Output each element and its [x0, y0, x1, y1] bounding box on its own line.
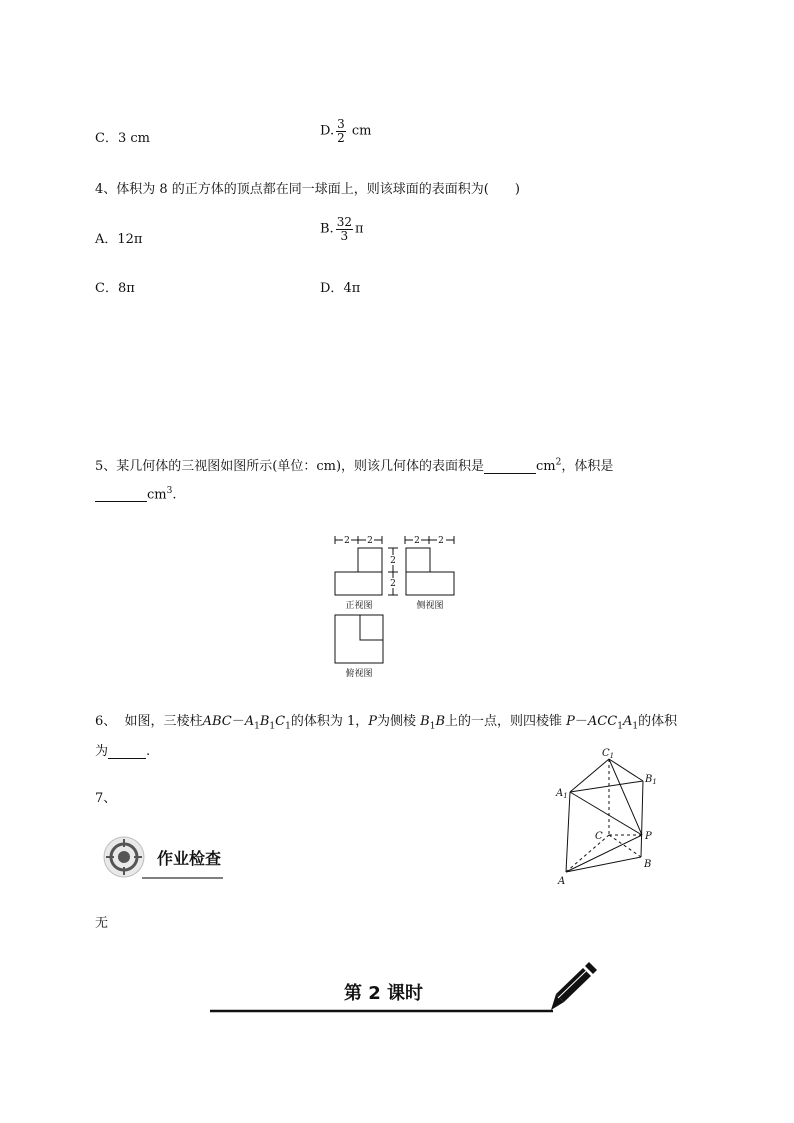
- caption-top-view: 俯视图: [345, 669, 373, 679]
- vertex-label-c1: $C_1$: [602, 748, 615, 760]
- pencil-icon: [551, 962, 597, 1010]
- q4-option-c: C．8π: [95, 281, 135, 296]
- answer-blank: [108, 758, 146, 759]
- caption-side-view: 侧视图: [416, 601, 444, 611]
- fraction: $\frac{32}{3}$: [336, 215, 352, 243]
- fraction: $\frac{3}{2}$: [337, 117, 345, 145]
- dim-label: 2: [390, 579, 396, 589]
- caption-front-view: 正视图: [345, 601, 373, 611]
- dim-label: 2: [438, 536, 444, 546]
- q4-stem: 4、体积为 8 的正方体的顶点都在同一球面上，则该球面的表面积为( ): [95, 182, 520, 197]
- q3-option-c: C．3 cm: [95, 131, 150, 146]
- three-views-figure: [330, 532, 465, 682]
- q5-stem-line1: 5、某几何体的三视图如图所示(单位：cm)，则该几何体的表面积是 $cm^2$，体积是: [95, 457, 614, 474]
- dim-label: 2: [367, 536, 373, 546]
- vertex-label-a: A: [558, 876, 566, 887]
- q4-option-b: B. $\frac{32}{3}$ π: [320, 215, 364, 243]
- answer-blank: [95, 501, 147, 502]
- section-title: 第 2 课时: [344, 983, 424, 1004]
- vertex-label-a1: $A_1$: [556, 788, 568, 800]
- q5-stem-line2: $cm^3$.: [95, 486, 176, 502]
- q7-number: 7、: [95, 791, 117, 806]
- q6-stem-line2: 为 .: [95, 744, 151, 759]
- dim-label: 2: [414, 536, 420, 546]
- homework-content: 无: [95, 916, 109, 931]
- dim-label: 2: [344, 536, 350, 546]
- q4-option-a: A．12π: [95, 232, 143, 247]
- q4-option-d: D．4π: [320, 281, 361, 296]
- vertex-label-b1: $B_1$: [645, 774, 657, 786]
- vertex-label-p: P: [645, 831, 652, 842]
- dim-label: 2: [390, 556, 396, 566]
- q6-stem-line1: 6、 如图，三棱柱$ABC-A_1B_1C_1$的体积为 1，P为侧棱 $B_1B$上的一点，则四棱锥 $P-ACC_1A_1$的体积: [95, 714, 678, 732]
- vertex-label-b: B: [644, 859, 652, 870]
- section-divider: [208, 960, 598, 1020]
- homework-title: 作业检查: [157, 849, 222, 868]
- q3-option-d: D. $\frac{3}{2}$ cm: [320, 117, 372, 145]
- answer-blank: [484, 473, 536, 474]
- prism-figure: [553, 745, 663, 887]
- vertex-label-c: C: [595, 831, 603, 842]
